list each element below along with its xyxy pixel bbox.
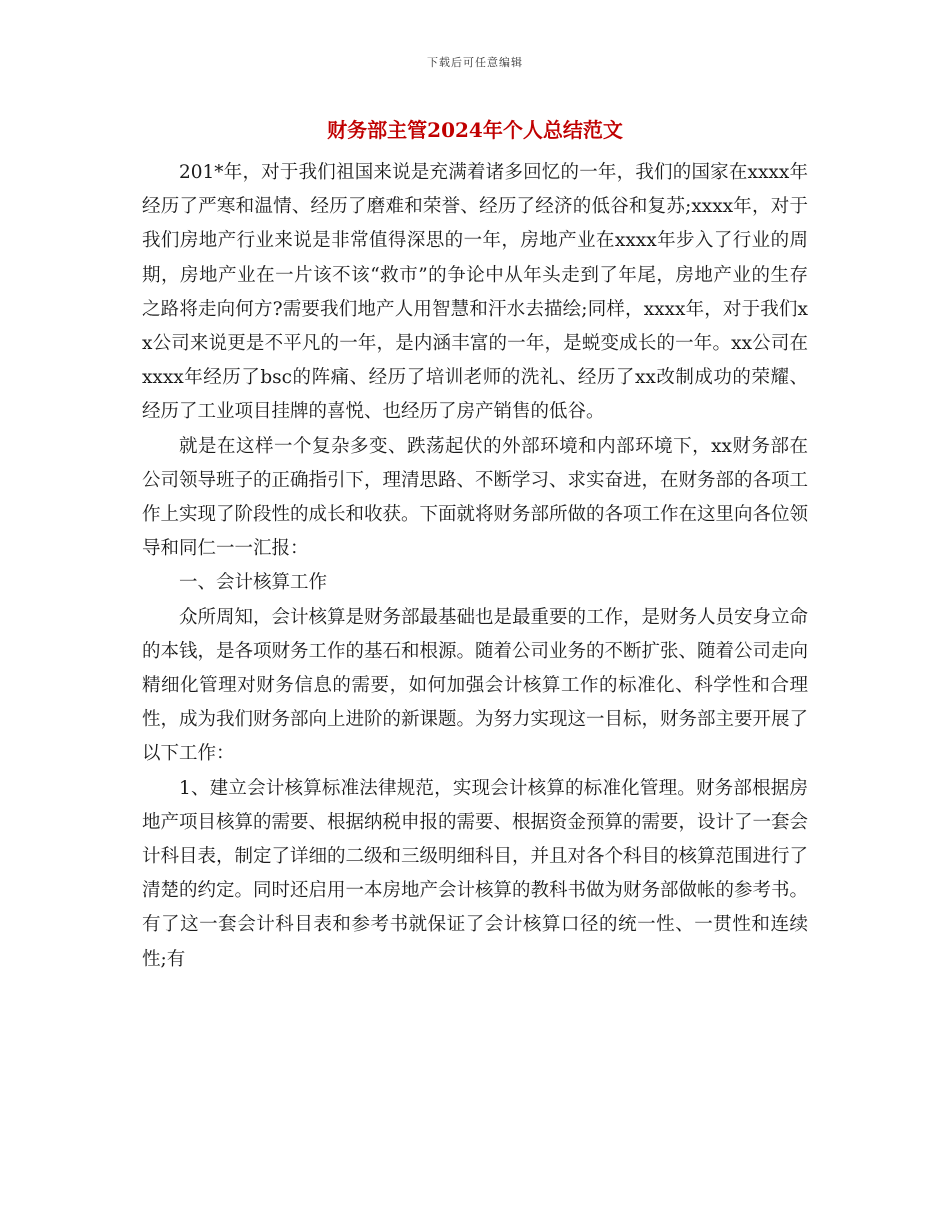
paragraph-intro: 201*年，对于我们祖国来说是充满着诸多回忆的一年，我们的国家在xxxx年经历了严寒和温情、经历了磨难和荣誉、经历了经济的低谷和复苏;xxxx年，对于我们房地产行业来说是非常值得深思的一年，房地产业在xxxx年步入了行业的周期，房地产业在一片该不该“救市”的争论中从年头走到了年尾，房地产业的生存之路将走向何方?需要我们地产人用智慧和汗水去描绘;同样，xxxx年，对于我们xx公司来说更是不平凡的一年，是内涵丰富的一年，是蜕变成长的一年。xx公司在xxxx年经历了bsc的阵痛、经历了培训老师的洗礼、经历了xx改制成功的荣耀、经历了工业项目挂牌的喜悦、也经历了房产销售的低谷。 — [142, 162, 808, 423]
paragraph-context: 就是在这样一个复杂多变、跌荡起伏的外部环境和内部环境下，xx财务部在公司领导班子的正确指引下，理清思路、不断学习、求实奋进，在财务部的各项工作上实现了阶段性的成长和收获。下面就将财务部所做的各项工作在这里向各位领导和同仁一一汇报： — [142, 435, 809, 560]
paragraph-accounting-overview: 众所周知，会计核算是财务部最基础也是最重要的工作，是财务人员安身立命的本钱，是各项财务工作的基石和根源。随着公司业务的不断扩张、随着公司走向精细化管理对财务信息的需要，如何加强会计核算工作的标准化、科学性和合理性，成为我们财务部向上进阶的新课题。为努力实现这一目标，财务部主要开展了以下工作： — [142, 606, 809, 765]
document-body — [142, 156, 808, 977]
header-note: 下载后可任意编辑 — [427, 56, 523, 69]
paragraph-item-1: 1、建立会计核算标准法律规范，实现会计核算的标准化管理。财务部根据房地产项目核算的需要、根据纳税申报的需要、根据资金预算的需要，设计了一套会计科目表，制定了详细的二级和三级明细科目，并且对各个科目的核算范围进行了清楚的约定。同时还启用一本房地产会计核算的教科书做为财务部做帐的参考书。有了这一套会计科目表和参考书就保证了会计核算口径的统一性、一贯性和连续性;有 — [142, 777, 809, 970]
document-title: 财务部主管2024年个人总结范文 — [327, 118, 623, 142]
section-heading-accounting: 一、会计核算工作 — [179, 572, 328, 594]
